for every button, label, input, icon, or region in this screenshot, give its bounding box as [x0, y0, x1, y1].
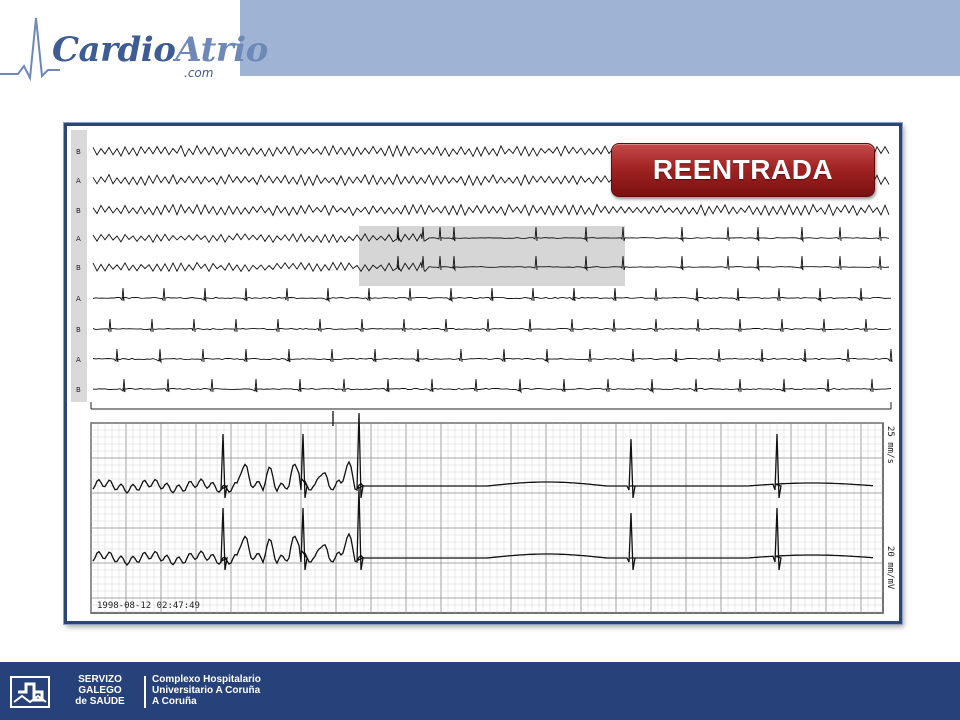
ecg-trace-row — [93, 319, 891, 332]
ecg-trace-row — [93, 349, 892, 362]
channel-label: A — [76, 177, 81, 185]
channel-label: B — [76, 264, 81, 272]
footer-divider — [144, 676, 146, 708]
channel-label: B — [76, 148, 81, 156]
channel-label: A — [76, 235, 81, 243]
org-line: GALEGO — [78, 685, 122, 696]
heartbeat-icon — [0, 6, 60, 86]
hospital-line: Universitario A Coruña — [152, 685, 261, 696]
gain-label: 20 mm/mV — [885, 546, 895, 590]
logo-text — [52, 30, 268, 70]
ecg-tracing — [67, 126, 899, 621]
footer-bar — [0, 662, 960, 720]
footer-org-name — [62, 674, 138, 707]
hospital-line: Complexo Hospitalario — [152, 674, 261, 685]
org-line: de SAÚDE — [75, 696, 125, 707]
org-line: SERVIZO — [78, 674, 122, 685]
channel-label: B — [76, 207, 81, 215]
logo-sub: .com — [184, 66, 214, 80]
channel-label: A — [76, 356, 81, 364]
timestamp-label: 1998-08-12 02:47:49 — [97, 601, 200, 611]
ecg-trace-row — [93, 288, 891, 301]
channel-label: B — [76, 386, 81, 394]
logo-accent: Atrio — [175, 30, 268, 70]
logo-main: Cardio — [52, 30, 176, 70]
ecg-trace-row — [93, 379, 891, 392]
cardioatrio-logo[interactable] — [0, 0, 268, 92]
speed-label: 25 mm/s — [885, 426, 895, 464]
channel-label: A — [76, 295, 81, 303]
channel-label: B — [76, 326, 81, 334]
reentrada-badge — [611, 143, 875, 197]
ecg-figure — [64, 123, 902, 624]
badge-label: REENTRADA — [652, 154, 834, 185]
sergas-logo-icon — [10, 676, 50, 708]
footer-hospital-name — [152, 674, 261, 707]
ecg-trace-row — [93, 205, 889, 216]
hospital-line: A Coruña — [152, 696, 197, 707]
